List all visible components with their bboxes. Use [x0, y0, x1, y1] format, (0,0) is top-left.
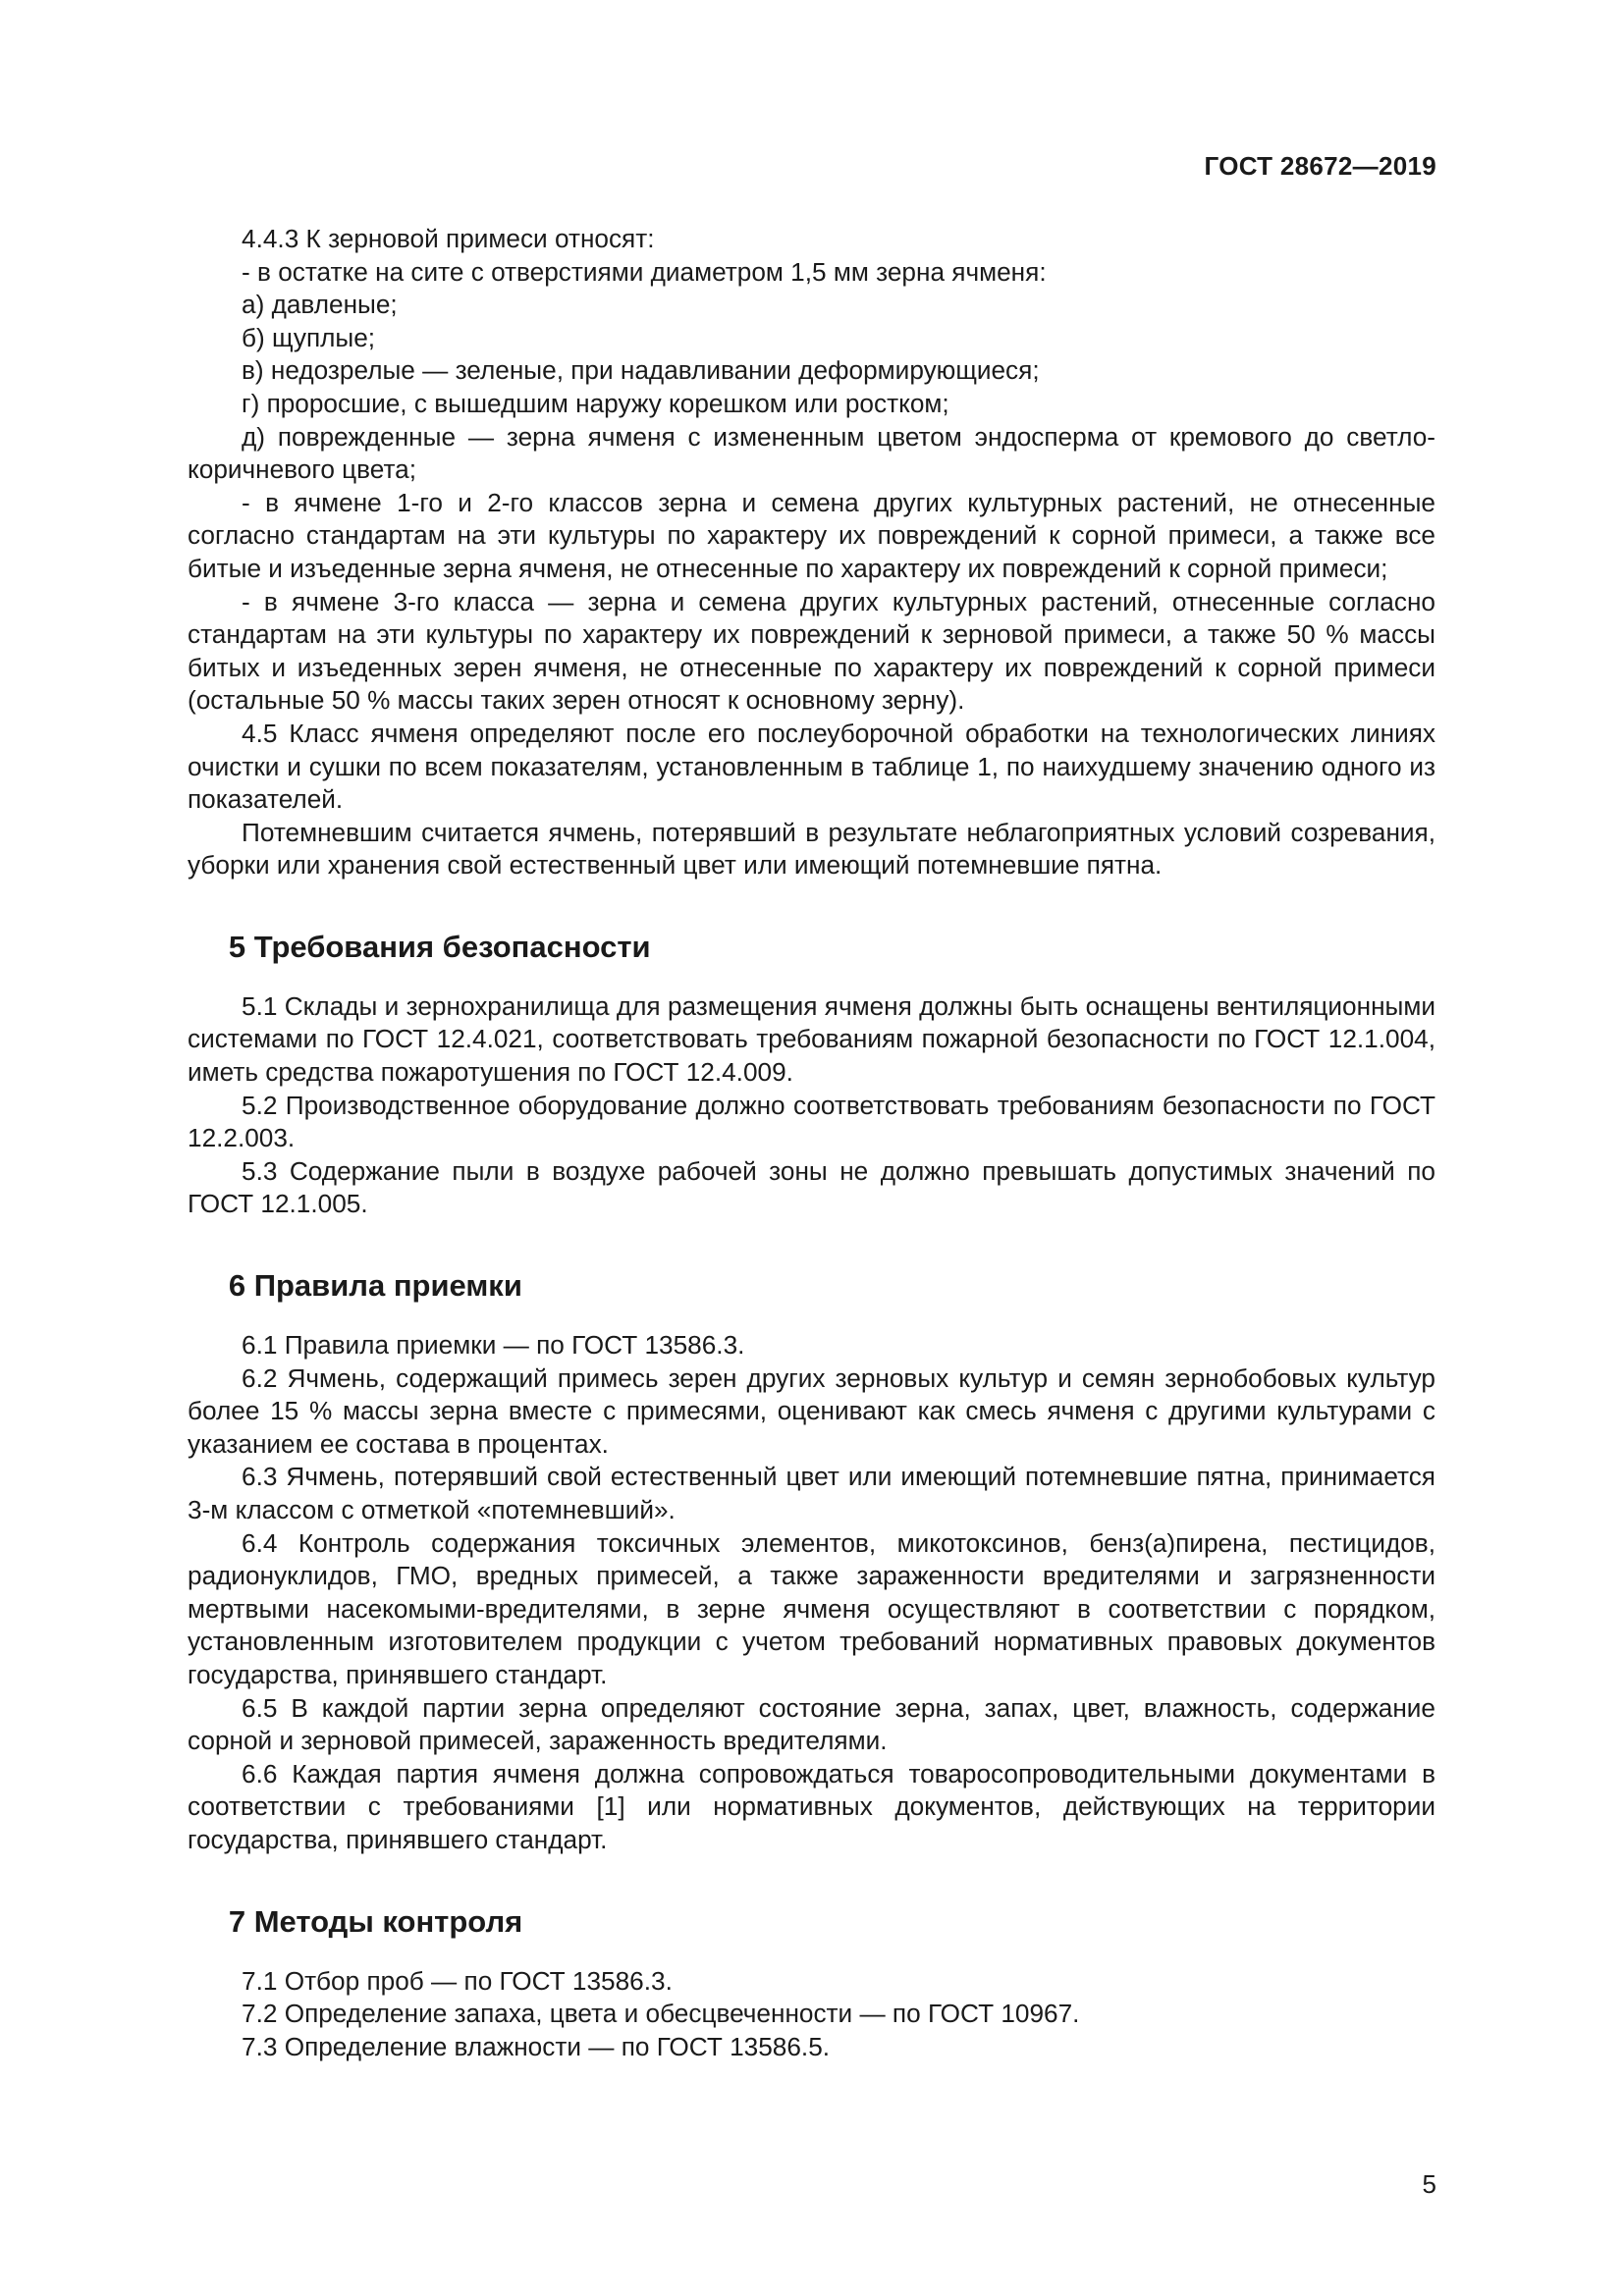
section-title-5: 5 Требования безопасности: [228, 929, 651, 964]
list-item-sieve: - в остатке на сите с отверстиями диаметром 1,5 мм зерна ячменя:: [242, 256, 1047, 287]
list-item-v: в) недозрелые — зеленые, при надавливании деформирующиеся;: [242, 355, 1040, 386]
list-item-class-3: - в ячмене 3-го класса — зерна и семена других культурных растений, отнесенные согласно стандартам на эти культуры по характеру их повреждений к зерновой примеси, а также 50 % массы битых и изъеденных зерен ячменя, не отнесенные по характеру их повреждений к сорной примеси (остальные 50 % массы таких зерен относят к основному зерну).: [188, 586, 1435, 716]
paragraph-4-4-3: 4.4.3 К зерновой примеси относят:: [242, 224, 655, 253]
paragraph-6-4: 6.4 Контроль содержания токсичных элементов, микотоксинов, бенз(а)пирена, пестицидов, радионуклидов, ГМО, вредных примесей, а также зараженности вредителями и загрязненности мертвыми насекомыми-вредителями, в зерне ячменя осуществляют в соответствии с порядком, установленным изготовителем продукции с учетом требований нормативных правовых документов государства, принявшего стандарт.: [188, 1527, 1435, 1689]
paragraph-6-3: 6.3 Ячмень, потерявший свой естественный цвет или имеющий потемневшие пятна, принимается 3-м классом с отметкой «потемневший».: [188, 1462, 1435, 1524]
paragraph-5-1: 5.1 Склады и зернохранилища для размещения ячменя должны быть оснащены вентиляционными системами по ГОСТ 12.4.021, соответствовать требованиям пожарной безопасности по ГОСТ 12.1.004, иметь средства пожаротушения по ГОСТ 12.4.009.: [188, 990, 1435, 1088]
paragraph-6-5: 6.5 В каждой партии зерна определяют состояние зерна, запах, цвет, влажность, содержание сорной и зерновой примесей, зараженность вредителями.: [188, 1692, 1435, 1756]
paragraph-7-3: 7.3 Определение влажности — по ГОСТ 13586.5.: [242, 2031, 831, 2061]
paragraph-darkened: Потемневшим считается ячмень, потерявший в результате неблагоприятных условий созревания, уборки или хранения свой естественный цвет или имеющий потемневшие пятна.: [188, 817, 1435, 881]
list-item-d: д) поврежденные — зерна ячменя с измененным цветом эндосперма от кремового до светло-коричневого цвета;: [188, 421, 1435, 485]
paragraph-7-2: 7.2 Определение запаха, цвета и обесцвеченности — по ГОСТ 10967.: [242, 1999, 1080, 2029]
list-item-a: а) давленые;: [242, 290, 398, 320]
paragraph-6-1: 6.1 Правила приемки — по ГОСТ 13586.3.: [242, 1330, 745, 1361]
page-number: 5: [1422, 2169, 1436, 2199]
paragraph-7-1: 7.1 Отбор проб — по ГОСТ 13586.3.: [242, 1965, 673, 1996]
section-title-6: 6 Правила приемки: [228, 1268, 522, 1304]
paragraph-4-5: 4.5 Класс ячменя определяют после его послеуборочной обработки на технологических линиях очистки и сушки по всем показателям, установленным в таблице 1, по наихудшему значению одного из показателей.: [188, 718, 1435, 815]
section-title-7: 7 Методы контроля: [228, 1903, 523, 1939]
document-body: [188, 223, 1435, 2063]
paragraph-5-3: 5.3 Содержание пыли в воздухе рабочей зоны не должно превышать допустимых значений по ГОСТ 12.1.005.: [188, 1155, 1435, 1219]
paragraph-6-2: 6.2 Ячмень, содержащий примесь зерен других зерновых культур и семян зернобобовых культур более 15 % массы зерна вместе с примесями, оценивают как смесь ячменя с другими культурами с указанием ее состава в процентах.: [188, 1362, 1435, 1459]
list-item-b: б) щуплые;: [242, 322, 376, 352]
list-item-class-1-2: - в ячмене 1-го и 2-го классов зерна и семена других культурных растений, не отнесенные согласно стандартам на эти культуры по характеру их повреждений к сорной примеси, а также все битые и изъеденные зерна ячменя, не отнесенные по характеру их повреждений к сорной примеси;: [188, 487, 1435, 583]
paragraph-5-2: 5.2 Производственное оборудование должно соответствовать требованиям безопасности по ГОСТ 12.2.003.: [188, 1090, 1435, 1153]
list-item-g: г) проросшие, с вышедшим наружу корешком или ростком;: [242, 388, 949, 418]
paragraph-6-6: 6.6 Каждая партия ячменя должна сопровождаться товаросопроводительными документами в соответствии с требованиями [1] или нормативных документов, действующих на территории государства, принявшего стандарт.: [188, 1758, 1435, 1854]
document-id: ГОСТ 28672—2019: [1204, 151, 1436, 181]
